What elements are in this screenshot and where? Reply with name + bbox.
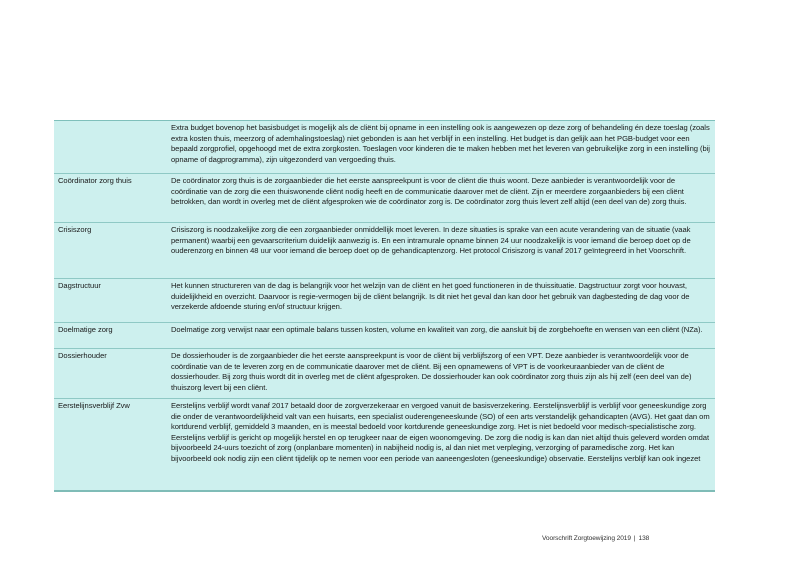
footer-document-title: Voorschrift Zorgtoewijzing 2019 <box>542 535 631 542</box>
table-row <box>54 279 715 323</box>
table-row <box>54 174 715 223</box>
term-cell: Dagstructuur <box>58 281 101 290</box>
definition-cell: De coördinator zorg thuis is de zorgaanbieder die het eerste aanspreekpunt is voor de cliënt die thuis woont. Deze aanbieder is verantwoordelijk voor de coördinatie van de zorg die een thuiswonende cliënt nodig heeft en de communicatie daarover met de cliënt. Zijn er meerdere zorgaanbieders bij een cliënt betrokken, dan wordt in overleg met de cliënt afgesproken wie de coördinator zorg is. De coördinator zorg thuis levert zelf altijd (een deel van de) zorg thuis. <box>171 176 687 207</box>
table-row <box>54 223 715 279</box>
term-cell: Dossierhouder <box>58 351 107 360</box>
table-row <box>54 399 715 491</box>
term-cell: Eerstelijnsverblijf Zvw <box>58 401 130 410</box>
term-cell: Crisiszorg <box>58 225 92 234</box>
glossary-table <box>54 120 715 492</box>
term-cell: Coördinator zorg thuis <box>58 176 132 185</box>
table-row <box>54 121 715 174</box>
table-row <box>54 323 715 349</box>
definition-cell: Eerstelijns verblijf wordt vanaf 2017 betaald door de zorgverzekeraar en vergoed vanuit de basisverzekering. Eerstelijnsverblijf is verblijf voor geneeskundige zorg die onder de verantwoordelijkheid valt van een huisarts, een specialist ouderengeneeskunde (SO) of een arts verstandelijk gehandicapten (AVG). Het gaat dan om kortdurend verblijf, gemiddeld 3 maanden, en is meestal bedoeld voor kortdurende geneeskundige zorg. Het is niet bedoeld voor medisch-specialistische zorg. Eerstelijns verblijf is gericht op mogelijk herstel en op terugkeer naar de eigen woonomgeving. De zorg die nodig is kan dan niet altijd thuis geleverd worden omdat bijvoorbeeld 24-uurs toezicht of zorg (onplanbare momenten) in nabijheid nodig is, al dan niet met verpleging, verzorging of paramedische zorg. Het kan bijvoorbeeld ook nodig zijn een cliënt tijdelijk op te nemen voor een periode van aaneengesloten (geneeskundige) observatie. Eerstelijns verblijf kan ook ingezet <box>171 401 710 463</box>
definition-cell: De dossierhouder is de zorgaanbieder die het eerste aanspreekpunt is voor de cliënt bij verblijfszorg of een VPT. Deze aanbieder is verantwoordelijk voor de coördinatie van de te leveren zorg en de communicatie daarover met de cliënt. Bij een opnamewens of VPT is de voorkeuraanbieder van de cliënt de dossierhouder. Bij zorg thuis wordt dit in overleg met de cliënt afgesproken. De dossierhouder kan ook coördinator zorg thuis zijn als hij zelf (een deel van de) thuiszorg levert bij een cliënt. <box>171 351 692 392</box>
definition-cell: Extra budget bovenop het basisbudget is mogelijk als de cliënt bij opname in een instelling ook is aangewezen op deze zorg of behandeling én deze toeslag (zoals extra kosten thuis, meerzorg of ademhalingstoeslag) niet gebonden is aan het verblijf in een instelling. Het budget is dan gelijk aan het PGB-budget voor een bepaald zorgprofiel, opgehoogd met de extra zorgkosten. Toeslagen voor kinderen die te maken hebben met het leveren van gebruikelijke zorg in een instelling (bij opname of dagprogramma), zijn uitgezonderd van vergoeding thuis. <box>171 123 710 164</box>
footer-separator: | <box>633 535 636 542</box>
table-row <box>54 349 715 399</box>
term-cell: Doelmatige zorg <box>58 325 113 334</box>
definition-cell: Doelmatige zorg verwijst naar een optimale balans tussen kosten, volume en kwaliteit van zorg, die aansluit bij de zorgbehoefte en wensen van een cliënt (NZa). <box>171 325 703 334</box>
term-cell <box>54 121 167 174</box>
page-footer <box>542 535 649 542</box>
definition-cell: Het kunnen structureren van de dag is belangrijk voor het welzijn van de cliënt en het goed functioneren in de thuissituatie. Dagstructuur zorgt voor houvast, duidelijkheid en overzicht. Daarvoor is regie-vermogen bij de cliënt belangrijk. Is dit niet het geval dan kan door het gebruik van dagbesteding de dag voor de verzekerde afdoende sturing en/of structuur krijgen. <box>171 281 690 312</box>
definition-cell: Crisiszorg is noodzakelijke zorg die een zorgaanbieder onmiddellijk moet leveren. In deze situaties is sprake van een acute verandering van de situatie (vaak permanent) waarbij een gevaarscriterium duidelijk aanwezig is. En een intramurale opname binnen 24 uur noodzakelijk is voor iemand die beroep doet op de ouderenzorg en binnen 48 uur voor iemand die beroep doet op de gehandicaptenzorg. Het protocol Crisiszorg is vanaf 2017 geïntegreerd in het Voorschrift. <box>171 225 691 256</box>
page-number: 138 <box>638 535 650 542</box>
